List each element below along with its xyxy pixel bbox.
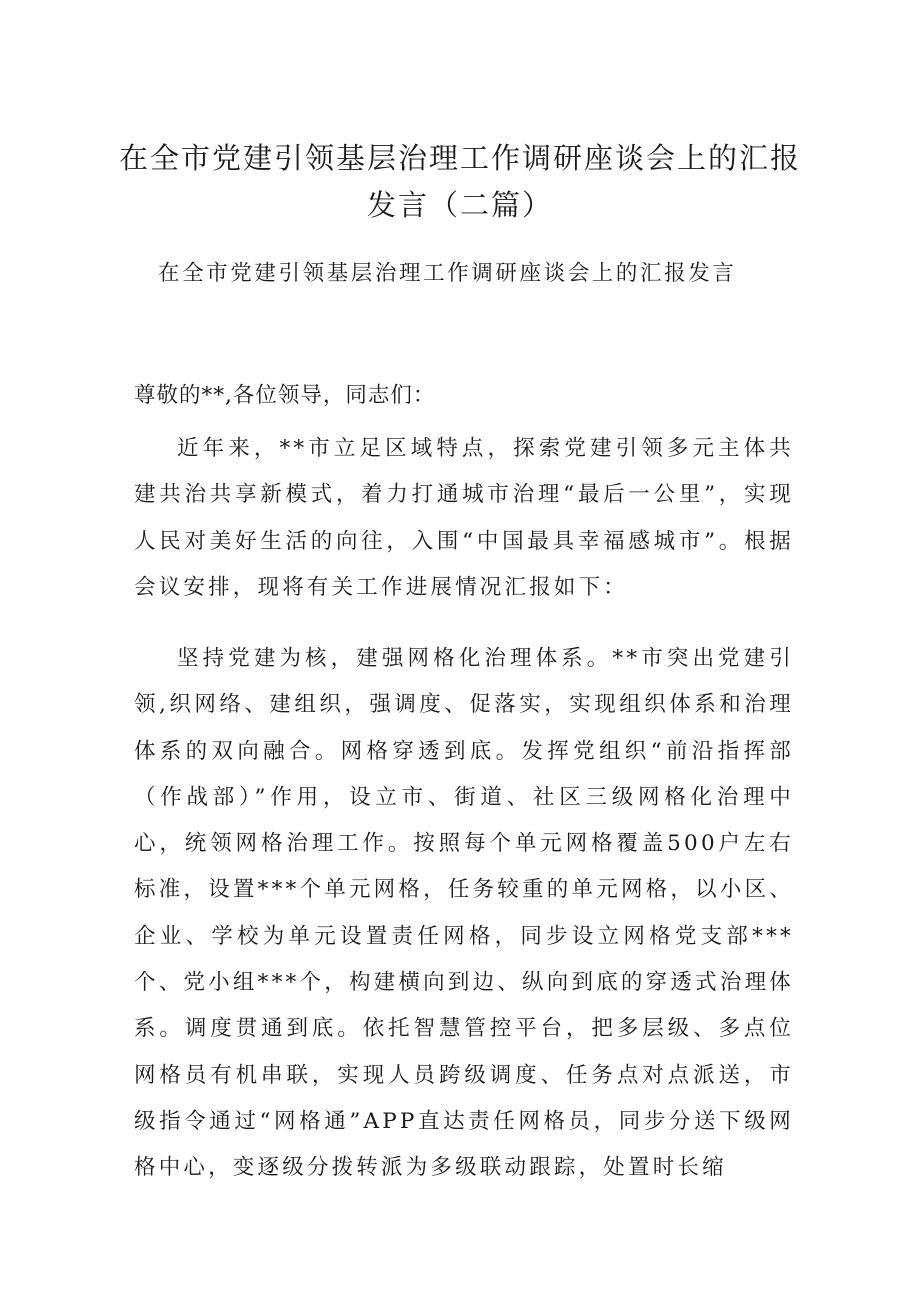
salutation: 尊敬的**,各位领导，同志们： (134, 383, 436, 408)
document-title-line2: 发言（二篇） (366, 188, 553, 222)
document-title-line1: 在全市党建引领基层治理工作调研座谈会上的汇报 (118, 141, 801, 175)
paragraph-grid-governance: 坚持党建为核，建强网格化治理体系。**市突出党建引领,织网络、建组织，强调度、促落实，实现组织体系和治理体系的双向融合。网格穿透到底。发挥党组织“前沿指挥部（作战部）”作用，设立市、街道、社区三级网格化治理中心，统领网格治理工作。按照每个单元网格覆盖500户左右标准，设置***个单元网格，任务较重的单元网格，以小区、企业、学校为单元设置责任网格，同步设立网格党支部***个、党小组***个，构建横向到边、纵向到底的穿透式治理体系。调度贯通到底。依托智慧管控平台，把多层级、多点位网格员有机串联，实现人员跨级调度、任务点对点派送，市级指令通过“网格通”APP直达责任网格员，同步分送下级网格中心，变逐级分拨转派为多级联动跟踪，处置时长缩 (134, 646, 794, 1181)
document-subtitle: 在全市党建引领基层治理工作调研座谈会上的汇报发言 (158, 261, 737, 286)
paragraph-intro: 近年来，**市立足区域特点，探索党建引领多元主体共建共治共享新模式，着力打通城市治理“最后一公里”，实现人民对美好生活的向往，入围“中国最具幸福感城市”。根据会议安排，现将有关工作进展情况汇报如下： (134, 436, 794, 600)
